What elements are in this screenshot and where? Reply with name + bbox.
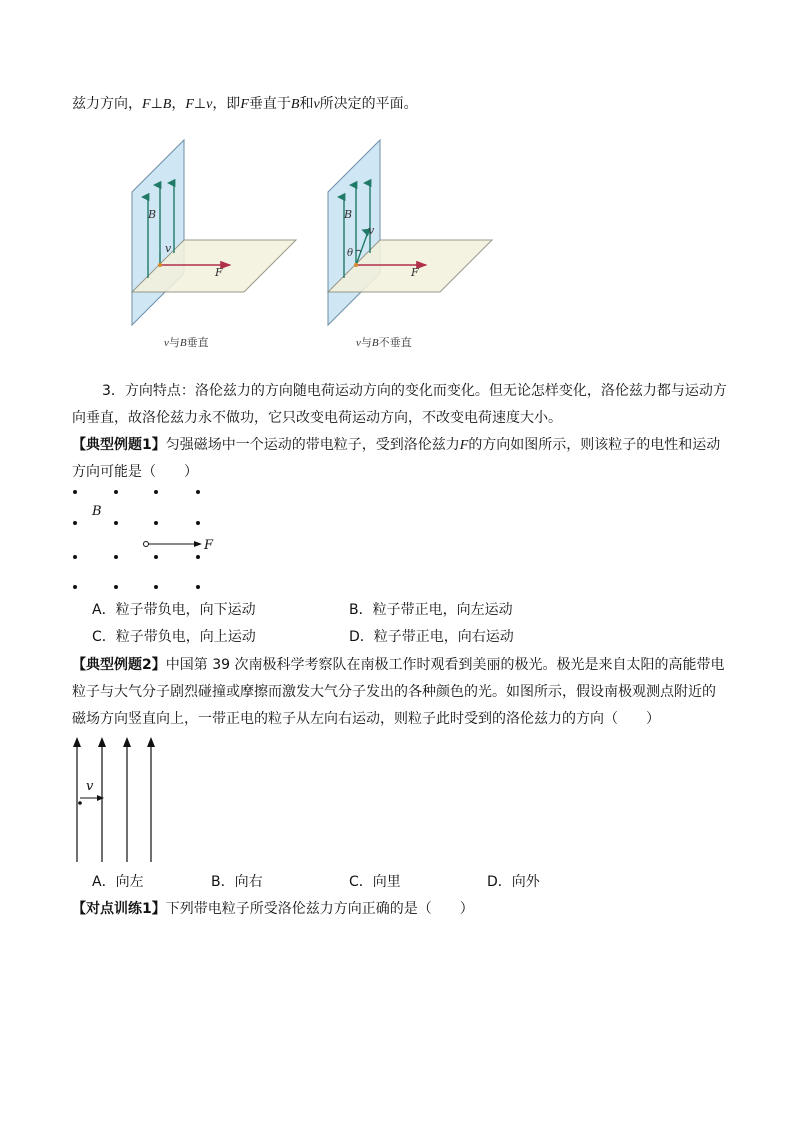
intro-text: ，即 [212, 96, 241, 112]
example1-field-figure [68, 485, 228, 595]
particle [78, 801, 82, 805]
label-v: v [86, 779, 94, 794]
var-v: v [206, 97, 213, 112]
left-diagram [132, 140, 296, 325]
right-figure-caption: v与B不垂直 [356, 336, 412, 349]
example2-option-d[interactable]: D．向外 [487, 874, 540, 890]
perp-symbol: ⊥ [150, 96, 163, 112]
label-v: v [368, 224, 375, 237]
example2-tag: 【典型例题2】 [72, 657, 166, 673]
vertical-plane [132, 140, 184, 325]
force-arrowhead [194, 541, 202, 547]
label-F: F [204, 538, 214, 553]
training1-stem: 【对点训练1】下列带电粒子所受洛伦兹力方向正确的是（ ） [72, 901, 474, 917]
label-B: B [148, 208, 157, 221]
particle [144, 542, 149, 547]
example2-option-b[interactable]: B．向右 [211, 874, 263, 890]
lorentz-force-planes-figure [120, 135, 500, 330]
right-diagram [328, 140, 492, 325]
field-lines [73, 737, 155, 862]
example1-stem-line2: 方向可能是（ ） [72, 464, 198, 480]
example1-option-b[interactable]: B．粒子带正电，向左运动 [349, 602, 513, 618]
label-v: v [165, 242, 172, 255]
var-B: B [162, 97, 172, 112]
example1-option-c[interactable]: C．粒子带负电，向上运动 [92, 629, 256, 645]
para3-line2: 向垂直，故洛伦兹力永不做功，它只改变电荷运动方向，不改变电荷速度大小。 [72, 410, 562, 426]
var-F: F [240, 97, 249, 112]
example1-option-a[interactable]: A．粒子带负电，向下运动 [92, 602, 256, 618]
label-F: F [215, 266, 223, 279]
label-theta: θ [347, 248, 354, 259]
var-v: v [313, 97, 320, 112]
label-F: F [411, 266, 419, 279]
perp-symbol: ⊥ [193, 96, 207, 112]
training1-tag: 【对点训练1】 [72, 901, 166, 917]
example2-stem-line3: 磁场方向竖直向上，一带正电的粒子从左向右运动，则粒子此时受到的洛伦兹力的方向（ ） [72, 711, 660, 727]
charge-dot [158, 263, 162, 267]
var-F: F [142, 97, 151, 112]
example1-option-d[interactable]: D．粒子带正电，向右运动 [349, 629, 514, 645]
example2-stem-line2: 粒子与大气分子剧烈碰撞或摩擦而激发大气分子发出的各种颜色的光。如图所示，假设南极观测点附近的 [72, 684, 716, 700]
left-figure-caption: v与B垂直 [164, 336, 209, 349]
label-B: B [344, 208, 353, 221]
example2-option-a[interactable]: A．向左 [92, 874, 144, 890]
velocity-arrowhead [97, 795, 104, 801]
intro-text: 垂直于 [248, 96, 291, 112]
var-F: F [185, 97, 194, 112]
example2-stem-line1: 【典型例题2】中国第 39 次南极科学考察队在南极工作时观看到美丽的极光。极光是来自太阳的高能带电 [72, 657, 725, 673]
var-F: F [459, 438, 469, 453]
example1-stem-line1: 【典型例题1】匀强磁场中一个运动的带电粒子，受到洛伦兹力F的方向如图所示，则该粒子的电性和运动 [72, 437, 721, 453]
var-B: B [290, 97, 300, 112]
example2-option-c[interactable]: C．向里 [349, 874, 401, 890]
intro-text: 所决定的平面。 [319, 96, 418, 112]
label-B: B [92, 504, 102, 519]
intro-text: 和 [299, 96, 314, 112]
example2-field-figure [68, 734, 168, 866]
para3-line1: 3．方向特点：洛伦兹力的方向随电荷运动方向的变化而变化。但无论怎样变化，洛伦兹力都与运动方 [102, 383, 727, 399]
intro-line [72, 94, 418, 115]
charge-dot [354, 263, 358, 267]
intro-comma: ， [171, 96, 186, 112]
intro-text: 兹力方向， [72, 96, 142, 112]
example1-tag: 【典型例题1】 [72, 437, 166, 453]
